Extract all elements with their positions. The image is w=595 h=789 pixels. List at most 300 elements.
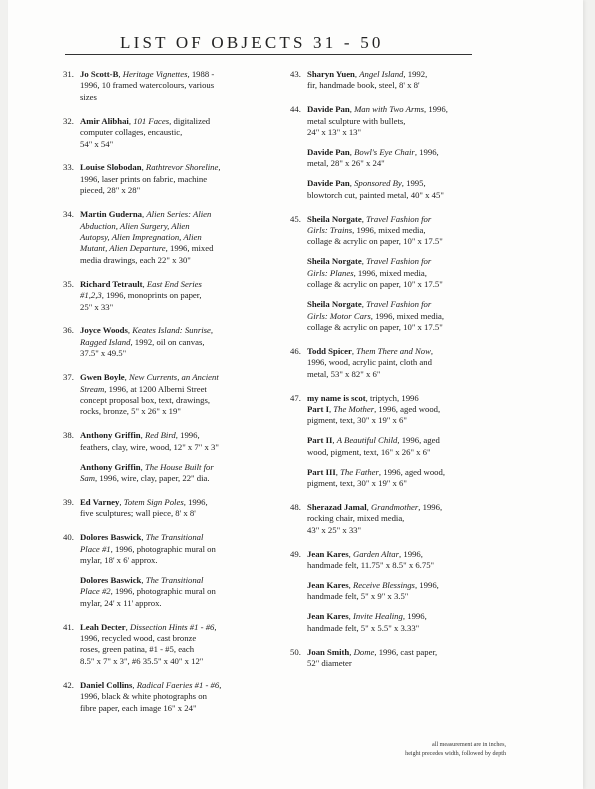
entry-line [307, 513, 480, 524]
artist-name: my name is scot [307, 392, 366, 403]
work-title: Place #1 [80, 543, 111, 554]
entry-line [80, 116, 273, 127]
work-title: A Beautiful Child [336, 435, 398, 446]
entry-line [307, 279, 480, 290]
work-details: , [118, 69, 123, 79]
work-details: , [142, 209, 147, 220]
entry-line [80, 127, 273, 138]
entry-line [307, 256, 480, 267]
entry-line [307, 147, 480, 158]
work-details: , 1996, aged wood, [378, 466, 446, 477]
footnote-line: height precedes width, followed by depth [405, 750, 506, 757]
work-title: Travel Fashion for [366, 213, 432, 224]
entry-line [80, 462, 273, 473]
work-details: , 1996, aged [397, 435, 440, 446]
measurement-footnote [366, 741, 506, 758]
work-details: , [348, 579, 353, 590]
entry-number: 36. [63, 325, 74, 336]
entry-line [80, 80, 273, 91]
work-title: Totem Sign Poles [123, 496, 184, 507]
work-details: , digitalized [169, 115, 211, 126]
entry-line [307, 647, 480, 658]
work-details: , 1996, mixed [165, 243, 214, 254]
work-details: , 1996, photographic mural on [110, 543, 216, 554]
object-entry-continuation [290, 580, 480, 603]
work-details: , [218, 162, 221, 173]
entry-line [307, 214, 480, 225]
work-details: , 1996, aged wood, [374, 403, 441, 414]
entry-number: 46. [290, 345, 301, 356]
entry-number: 47. [290, 392, 301, 403]
artist-name: Dolores Baswick [80, 532, 142, 543]
entry-line [80, 325, 273, 336]
object-entry-continuation [290, 611, 480, 634]
work-details: blowtorch cut, painted metal, 40" x 45" [307, 189, 444, 200]
artist-name: Anthony Griffin [80, 461, 141, 472]
work-details: , 1996, [183, 496, 208, 507]
work-details: , 1996, [423, 104, 448, 115]
artist-name: Davide Pan [307, 104, 350, 115]
artist-name: Jean Kares [307, 611, 349, 622]
work-details: , [349, 147, 355, 158]
entry-line [80, 703, 273, 714]
work-details: , 1996, mixed media, [370, 310, 445, 321]
entry-line [307, 311, 480, 322]
work-details: , [349, 178, 355, 189]
work-details: , [361, 299, 367, 310]
work-details: , [348, 548, 353, 559]
work-details: , triptych, 1996 [365, 392, 419, 403]
work-title: Grandmother [370, 501, 419, 512]
artist-name: Amir Alibhai [80, 115, 129, 126]
entry-line [80, 209, 273, 220]
artist-name: Sheila Norgate [307, 299, 362, 310]
work-title: Stream [80, 383, 105, 394]
work-details: 1996, 10 framed watercolours, various [80, 80, 215, 91]
work-title: Garden Altar [352, 548, 400, 559]
work-details: 1996, wood, acrylic paint, cloth and [307, 357, 432, 368]
work-details: wood, pigment, text, 16" x 26" x 6" [307, 446, 431, 457]
work-details: , [348, 611, 353, 622]
entry-line [307, 299, 480, 310]
work-details: pieced, 28" x 28" [80, 185, 141, 196]
entry-line [80, 406, 273, 417]
work-details: 25" x 33" [80, 301, 114, 312]
work-title: The House Built for [144, 461, 214, 472]
entry-number: 39. [63, 496, 74, 507]
entry-line [80, 575, 273, 586]
artist-name: Daniel Collins [80, 679, 133, 690]
entry-line [80, 473, 273, 484]
entry-number: 50. [290, 646, 301, 657]
work-details: , [361, 213, 367, 224]
artist-name: Jo Scott-B [80, 69, 119, 79]
work-details: , [219, 679, 222, 690]
entry-line [80, 442, 273, 453]
artist-name: Louise Slobodan [80, 162, 142, 173]
entry-line [80, 92, 273, 103]
entry-line [80, 290, 273, 301]
work-details: fibre paper, each image 16" x 24" [80, 702, 197, 713]
entry-line [307, 447, 480, 458]
work-details: , [124, 372, 129, 383]
entry-line [307, 560, 480, 571]
work-details: 1996, laser prints on fabric, machine [80, 173, 208, 184]
artist-name: Joan Smith [307, 646, 350, 657]
artist-name: Jean Kares [307, 548, 349, 559]
work-details: , [366, 501, 371, 512]
entry-line [80, 279, 273, 290]
entry-line [307, 268, 480, 279]
artist-name: Anthony Griffin [80, 430, 141, 441]
work-details: , 1988 - [187, 69, 215, 79]
work-details: , 1996, at 1200 Alberni Street [104, 383, 207, 394]
entry-line [80, 348, 273, 359]
entry-line [307, 658, 480, 669]
entry-number: 40. [63, 532, 74, 543]
artist-name: Part I [307, 403, 329, 414]
entry-line [80, 644, 273, 655]
work-title: Girls: Motor Cars [307, 310, 371, 321]
object-entry [63, 116, 273, 150]
work-details: , 1992, oil on canvas, [130, 336, 205, 347]
work-details: , [349, 104, 355, 115]
entry-line [80, 656, 273, 667]
entry-number: 35. [63, 278, 74, 289]
work-details: media drawings, each 22" x 30" [80, 254, 191, 265]
entry-line [80, 395, 273, 406]
work-details: , [128, 115, 134, 126]
work-details: pigment, text, 30" x 19" x 6" [307, 477, 407, 488]
entry-line [307, 611, 480, 622]
work-details: pigment, text, 30" x 19" x 6" [307, 415, 407, 426]
artist-name: Joyce Woods [80, 325, 128, 336]
work-title: The Transitional [145, 574, 204, 585]
work-title: Sponsored By [354, 178, 402, 189]
entry-number: 44. [290, 104, 301, 115]
entry-line [307, 236, 480, 247]
entry-line [80, 633, 273, 644]
entry-line [80, 302, 273, 313]
artist-name: Richard Tetrault [80, 278, 143, 289]
artist-name: Sherazad Jamal [307, 501, 367, 512]
entry-number: 41. [63, 621, 74, 632]
object-entry-continuation [290, 178, 480, 201]
entry-line [80, 337, 273, 348]
artist-name: Sheila Norgate [307, 213, 362, 224]
catalog-page [8, 0, 583, 789]
entry-line [80, 586, 273, 597]
work-title: Keates Island: Sunrise, [132, 325, 214, 336]
work-details: 37.5" x 49.5" [80, 348, 127, 359]
object-entry-continuation [290, 467, 480, 490]
work-title: Abduction, Alien Surgery, Alien [80, 220, 190, 231]
entry-line [307, 591, 480, 602]
work-details: , [332, 435, 337, 446]
work-details: rocking chair, mixed media, [307, 513, 405, 524]
work-details: mylar, 24' x 11' approx. [80, 597, 162, 608]
objects-column-right [290, 69, 480, 682]
entry-number: 34. [63, 209, 74, 220]
entry-number: 38. [63, 430, 74, 441]
work-details: , 1996, [414, 147, 439, 158]
object-entry-continuation [290, 256, 480, 290]
artist-name: Davide Pan [307, 147, 350, 158]
object-entry [63, 325, 273, 359]
work-title: Heritage Vignettes [122, 69, 188, 79]
work-details: , 1996, [414, 579, 439, 590]
work-title: The Father [340, 466, 379, 477]
entry-number: 32. [63, 115, 74, 126]
work-details: collage & acrylic on paper, 10" x 17.5" [307, 279, 443, 290]
footnote-line: all measurement are in inches, [432, 742, 506, 748]
work-details: , [214, 621, 217, 632]
entry-line [80, 680, 273, 691]
artist-name: Jean Kares [307, 579, 349, 590]
work-details: , [127, 325, 133, 336]
work-details: , [142, 278, 147, 289]
entry-line [307, 478, 480, 489]
title-rule [65, 54, 472, 55]
work-details: , [119, 496, 124, 507]
entry-line [307, 369, 480, 380]
entry-line [80, 185, 273, 196]
work-details: , 1996, [399, 548, 423, 559]
work-details: , 1996, [402, 611, 427, 622]
work-details: , [140, 461, 145, 472]
artist-name: Sheila Norgate [307, 256, 362, 267]
object-entry [63, 372, 273, 418]
object-entry [290, 549, 480, 572]
work-title: Ragged Island [80, 336, 131, 347]
entry-line [80, 497, 273, 508]
work-details: rocks, bronze, 5" x 26" x 19" [80, 406, 181, 417]
work-title: Girls: Trains [307, 225, 353, 236]
entry-number: 31. [63, 69, 74, 79]
work-details: , [132, 679, 137, 690]
work-details: fir, handmade book, steel, 8' x 8' [307, 80, 420, 91]
object-entry [290, 69, 480, 92]
work-details: metal sculpture with bullets, [307, 115, 406, 126]
entry-line [80, 544, 273, 555]
work-details: collage & acrylic on paper, 10" x 17.5" [307, 321, 443, 332]
entry-line [307, 357, 480, 368]
work-details: handmade felt, 5" x 5.5" x 3.33" [307, 622, 420, 633]
entry-line [80, 555, 273, 566]
entry-line [80, 372, 273, 383]
object-entry-continuation [290, 299, 480, 333]
object-entry-continuation [63, 575, 273, 609]
entry-number: 37. [63, 372, 74, 383]
work-details: 43" x 25" x 33" [307, 524, 362, 535]
work-details: feathers, clay, wire, wood, 12" x 7" x 3" [80, 441, 219, 452]
artist-name: Gwen Boyle [80, 372, 125, 383]
entry-line [307, 580, 480, 591]
object-entry-continuation [290, 435, 480, 458]
work-details: , 1996, wire, clay, paper, 22" dia. [94, 472, 210, 483]
work-title: Alien Series: Alien [146, 209, 212, 220]
work-details: , [141, 574, 146, 585]
artist-name: Dolores Baswick [80, 574, 142, 585]
entry-line [307, 393, 480, 404]
work-title: Place #2 [80, 586, 111, 597]
entry-line [80, 598, 273, 609]
object-entry [290, 393, 480, 427]
entry-line [307, 190, 480, 201]
work-details: , 1996, mixed media, [353, 267, 427, 278]
work-details: 1996, black & white photographs on [80, 691, 207, 702]
work-details: , [328, 403, 334, 414]
entry-line [307, 435, 480, 446]
entry-line [80, 174, 273, 185]
work-details: , [335, 466, 341, 477]
entry-line [307, 116, 480, 127]
object-entry [290, 104, 480, 138]
work-title: 101 Faces [133, 115, 170, 126]
entry-number: 45. [290, 213, 301, 224]
entry-line [307, 525, 480, 536]
work-details: , 1996, mixed media, [352, 225, 426, 236]
work-title: Girls: Planes [307, 267, 354, 278]
work-details: five sculptures; wall piece, 8' x 8' [80, 508, 196, 519]
artist-name: Davide Pan [307, 178, 350, 189]
object-entry [63, 622, 273, 668]
work-details: handmade felt, 5" x 9" x 3.5" [307, 591, 409, 602]
entry-line [307, 467, 480, 478]
work-details: metal, 53" x 82" x 6" [307, 368, 381, 379]
entry-line [307, 178, 480, 189]
object-entry [63, 532, 273, 566]
work-details: , [351, 345, 357, 356]
artist-name: Martin Guderna [80, 209, 143, 220]
work-title: #1,2,3 [80, 290, 102, 301]
object-entry [63, 209, 273, 266]
work-details: 52" diameter [307, 657, 352, 668]
work-title: The Transitional [145, 532, 204, 543]
object-entry-continuation [63, 462, 273, 485]
work-title: Receive Blessings [352, 579, 415, 590]
work-details: , [361, 256, 367, 267]
entry-number: 42. [63, 679, 74, 690]
work-details: , 1996, photographic mural on [110, 586, 216, 597]
object-entry [290, 647, 480, 670]
work-details: metal, 28" x 26" x 24" [307, 158, 385, 169]
entry-number: 43. [290, 69, 301, 79]
work-details: mylar, 18' x 6' approx. [80, 555, 158, 565]
work-details: 1996, recycled wood, cast bronze [80, 633, 197, 644]
work-details: , [125, 621, 130, 632]
entry-line [80, 69, 273, 80]
work-details: handmade felt, 11.75" x 8.5" x 6.75" [307, 560, 435, 570]
entry-line [307, 69, 480, 80]
work-title: Autopsy, Alien Impregnation, Alien [80, 231, 202, 242]
entry-line [307, 346, 480, 357]
work-title: Dissection Hints #1 - #6 [129, 621, 215, 632]
entry-line [80, 139, 273, 150]
work-details: , 1996, monoprints on paper, [101, 290, 202, 301]
artist-name: Leah Decter [80, 621, 126, 632]
work-details: 8.5" x 7" x 3", #6 35.5" x 40" x 12" [80, 655, 204, 666]
work-details: , [141, 532, 146, 543]
work-details: computer collages, encaustic, [80, 127, 183, 138]
entry-line [80, 255, 273, 266]
work-details: , 1996, [175, 430, 200, 441]
work-details: , 1992, [403, 69, 428, 79]
object-entry [63, 279, 273, 313]
entry-line [307, 80, 480, 91]
entry-line [80, 243, 273, 254]
entry-line [80, 430, 273, 441]
entry-line [307, 404, 480, 415]
object-entry [290, 214, 480, 248]
work-details: , [140, 430, 145, 441]
work-title: The Mother [333, 403, 375, 414]
entry-line [307, 623, 480, 634]
entry-line [80, 221, 273, 232]
entry-line [307, 322, 480, 333]
work-title: Mutant, Alien Departure [80, 243, 166, 254]
work-title: Invite Healing [352, 611, 403, 622]
object-entry [63, 430, 273, 453]
entry-line [80, 532, 273, 543]
work-title: Sam [80, 472, 95, 483]
entry-line [307, 549, 480, 560]
artist-name: Sharyn Yuen [307, 69, 355, 79]
artist-name: Part II [307, 435, 333, 446]
object-entry [63, 497, 273, 520]
work-details: sizes [80, 91, 97, 102]
work-title: Dome [353, 646, 375, 657]
entry-line [307, 158, 480, 169]
work-details: collage & acrylic on paper, 10" x 17.5" [307, 236, 443, 247]
entry-line [80, 691, 273, 702]
work-details: , [349, 646, 354, 657]
entry-line [307, 225, 480, 236]
work-details: , 1995, [401, 178, 426, 189]
entry-line [80, 384, 273, 395]
work-title: Red Bird [144, 430, 176, 441]
work-details: concept proposal box, text, drawings, [80, 394, 211, 405]
work-title: Them There and Now [356, 345, 431, 356]
work-title: Angel Island [359, 69, 404, 79]
entry-line [307, 104, 480, 115]
work-title: Travel Fashion for [366, 299, 432, 310]
object-entry [63, 162, 273, 196]
work-details: 54" x 54" [80, 138, 114, 149]
work-details: 24" x 13" x 13" [307, 127, 362, 138]
work-details: , [354, 69, 360, 79]
object-entry [290, 346, 480, 380]
work-details: , [430, 345, 434, 356]
work-title: Bowl's Eye Chair [354, 147, 415, 158]
entry-line [80, 622, 273, 633]
entry-line [80, 232, 273, 243]
object-entry [63, 69, 273, 103]
entry-line [80, 508, 273, 519]
artist-name: Part III [307, 466, 336, 477]
entry-number: 48. [290, 501, 301, 512]
objects-column-left [63, 69, 273, 726]
entry-line [80, 162, 273, 173]
entry-number: 33. [63, 162, 74, 173]
work-details: , [141, 162, 146, 173]
work-title: Travel Fashion for [366, 256, 432, 267]
page-title: LIST OF OBJECTS 31 - 50 [120, 33, 384, 52]
work-title: Man with Two Arms [354, 104, 424, 115]
work-details: , 1996, cast paper, [374, 646, 438, 657]
object-entry-continuation [290, 147, 480, 170]
object-entry [63, 680, 273, 714]
